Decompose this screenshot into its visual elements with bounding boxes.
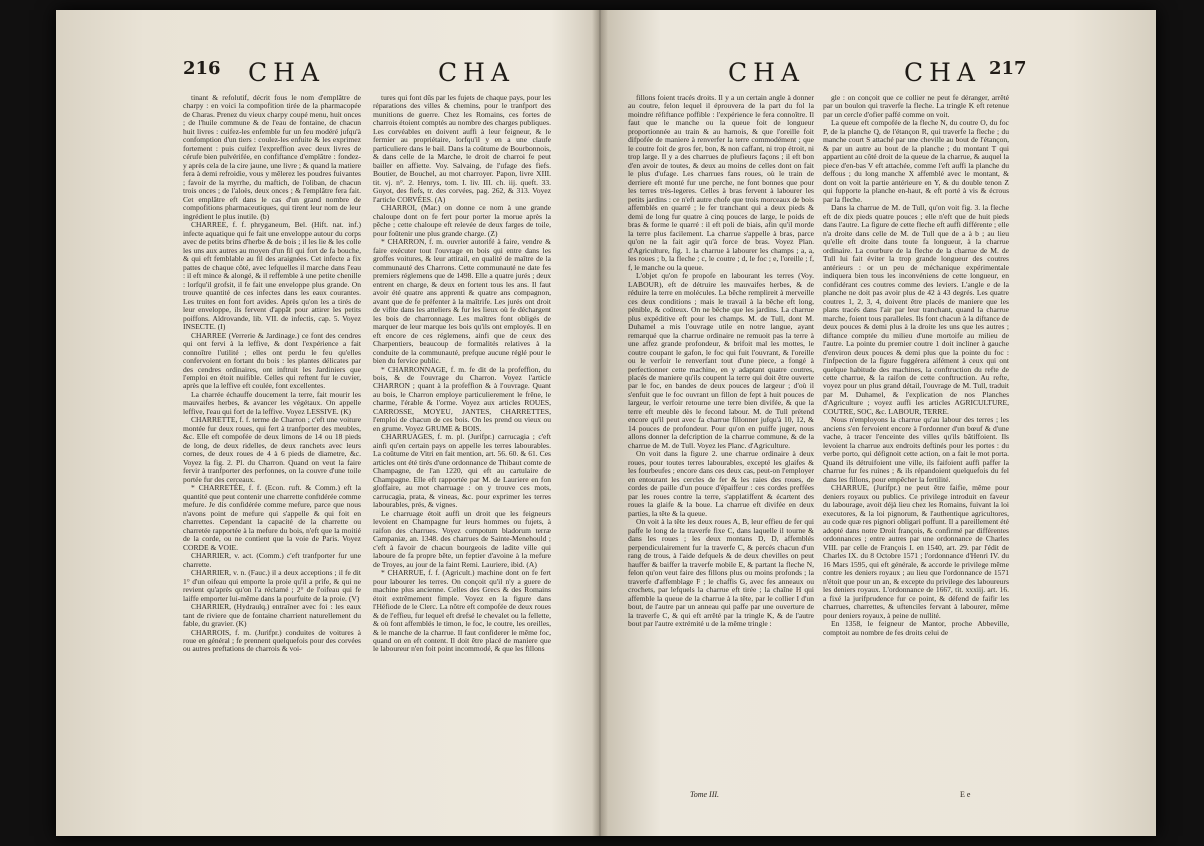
column-paragraph: CHARROI, (Mar.) on donne ce nom à une grande chaloupe dont on fe fert pour porter la morue après la pêche ; cette chaloupe eft relevée de deux farges de toile, pour foûtenir une plus grande charge. (Z) bbox=[373, 203, 551, 238]
column-paragraph: * CHARRUE, f. f. (Agricult.) machine dont on fe fert pour labourer les terres. On conçoit qu'il n'y a guere de machine plus ancienne. Celles des Grecs & des Romains étoit extrêmement fimple. Voyez en la figure dans l'Héfiode de le Clerc. La nôtre eft compofée de deux roues & de l'effieu, fur lequel eft drefsé le chevalet ou la fellette, & où font affemblés le timon, le foc, le coutre, les oreilles, & le manche de la charrue. Il faut confiderer le même foc, quand on en eft content. Il doit être placé de maniere que le laboureur n'en foit point incommodé, & que les fillons bbox=[373, 568, 551, 654]
column-paragraph: La charrée échauffe doucement la terre, fait mourir les mauvaifes herbes, & avancer les végétaux. On appelle leffive, l'eau qui fort de la leffive. Voyez LESSIVE. (K) bbox=[183, 389, 361, 416]
column-paragraph: CHARROIS, f. m. (Jurifpr.) conduites de voitures à roue en général ; fe prennent quelquefois pour des corvées ou autres preftations de charrois & voi- bbox=[183, 627, 361, 654]
column-text: fillons foient tracés droits. Il y a un certain angle à donner au coutre, felon lequel il éprouvera de la part du fol la moindre réfiftance poffible : l'expérience le fera connoître. Il faut que le manche ou la queue foit de longueur proportionnée au train & au harnois, & que l'oreille foit difpofée de maniere à renverfer la terre commodément ; que le coutre foit de gros fer, bon, & non caffant, ni trop étroit, ni trop large. Il y a des charrues de plufieurs façons ; il eft bon d'en avoir de toutes, & deux au moins de celles dont on fait le plus d'ufage. Les charrues fans roues, où le train de derriere eft monté fur une perche, ne font bonnes que pour les terres très-legeres. Celles à bras fervent à labourer les petits jardins : ce n'eft autre chofe que trois morceaux de bois affemblés en quarré ; le fer tranchant qui a deux pieds & demi de long fur quatre à cinq pouces de large, le poids de bras & forme le quarré : il eft poli de biais, afin qu'il morde la terre plus facilement. La charrue s'appelle à bras, parce qu'on ne la fait agir qu'à force de bras. Voyez Plan. d'Agriculture, fig. 1. la charrue à labourer les champs ; a, a, les roues ; b, la fleche ; c, le coutre ; d, le foc ; e, l'oreille ; f, f, le manche ou la queue. bbox=[628, 94, 814, 272]
column-paragraph: On voit à la tête les deux roues A, B, leur effieu de fer qui paffe le long de la traverfe fixe C, dans laquelle il tourne & dans les roues ; les deux montans D, D, affemblés perpendiculairement fur la traverfe C, & percés chacun d'un rang de trous, à l'aide defquels & de deux chevilles on peut hauffer & baiffer la traverfe mobile E, & partant la fleche N, felon qu'on veut faire des fillons plus ou moins profonds ; la traverfe d'affemblage F ; le chaffis G, avec fes anneaux ou crochets, par lefquels la charrue eft tirée ; la chaîne H qui affemble la queue de la charrue à la tête, par le collier I d'un bout, de l'autre par un anneau qui paffe par une ouverture de la traverfe C, & qui eft arrêté par la tringle K, & de l'autre bout par l'autre extrémité u de la même tringle : bbox=[628, 517, 814, 629]
column-paragraph: CHARREE (Verrerie & Jardinage.) ce font des cendres qui ont fervi à la leffive, & dont l'expérience a fait connoître l'utilité ; elles ont perdu le feu qu'elles confervoient en fortant du bois : les plantes délicates par des cendres ordinaires, ont inftruit les Jardiniers que l'emploi en étoit nuifible. Celles qui reftent fur le cuvier, après que la leffive eft coulée, font excellentes. bbox=[183, 330, 361, 391]
column-paragraph: Le charruage étoit auffi un droit que les feigneurs levoient en Champagne fur leurs hommes ou fujets, à raifon des charrues. Voyez compotum bladorum terræ Campaniæ, an. 1348. des charrues de Sainte-Menehould ; c'eft à favoir de chacun bourgeois de ladite ville qui laboure de fa propre bête, un feptier d'avoine à la mefure de Troyes, au jour de la faint Remi. Lauriere, ibid. (A) bbox=[373, 508, 551, 569]
headword-left-col2: CHA bbox=[438, 58, 515, 87]
column-paragraph: CHARRIER, v. n. (Fauc.) il a deux acceptions ; il fe dit 1° d'un oifeau qui emporte la proie qu'il a prife, & qui ne revient qu'après qu'on l'a réclamé ; 2° de l'oifeau qui fe laiffe emporter lui-même dans la pourfuite de la proie. (V) bbox=[183, 568, 361, 603]
column-text: gle : on conçoit que ce collier ne peut fe déranger, arrêté par un boulon qui traverfe la fleche. La tringle K eft retenue par un cercle d'ofier paffé comme on voit. bbox=[823, 94, 1009, 119]
column-paragraph: CHARRUE, (Jurifpr.) ne peut être faifie, même pour deniers royaux ou publics. Ce privilege introduit en faveur du labourage, avoit déjà lieu chez les Romains, fuivant la loi executores, & la loi pignorum, & l'authentique agricultores, au code quæ res pignori obligari poffunt. Il a pareillement été adopté dans notre Droit françois, & confirmé par différentes ordonnances ; entre autres par une ordonnance de Charles VIII. par celle de François I. en 1540, art. 29. par l'édit de Charles IX. du 8 Octobre 1571 ; l'ordonnance d'Henri IV. du 16 Mars 1595, qui eft générale, & accorde le privilege même contre les deniers royaux ; au lieu que l'ordonnance de 1571 n'étoit que pour un an, & excepte du privilege des laboureurs les deniers royaux. L'ordonnance de 1667, tit. xxxiij. art. 16. a fixé la jurifprudence fur ce point, & défend de faifir les charrues, charrettes, & uftenciles fervant à labourer, même pour deniers royaux, à peine de nullité. bbox=[823, 483, 1009, 620]
column-paragraph: * CHARRON, f. m. ouvrier autorifé à faire, vendre & faire exécuter tout l'ouvrage en bois qui entre dans les groffes voitures, & leur attirail, en qualité de maître de la communauté des Charrons. Cette communauté ne date fes premiers réglemens que de 1498. Elle a quatre jurés ; deux entrent en charge, & deux en fortent tous les ans. Il faut avoir été quatre ans apprenti & quatre ans compagnon, avant que de fe préfenter à la maîtrife. Les jurés ont droit de vifite dans les atteliers & fur les lieux où fe déchargent les bois de charronnage. Les maîtres font obligés de marquer de leur marque les bois qu'ils ont employés. Il en eft encore de ces réglemens, ainfi que de ceux des Charpentiers, beaucoup de formalités relatives à la conduite de la communauté, prefque aucune réglé pour le bien du fervice public. bbox=[373, 237, 551, 366]
signature-mark: E e bbox=[960, 790, 971, 799]
column-paragraph: * CHARRONNAGE, f. m. fe dit de la profeffion, du bois, & de l'ouvrage du Charron. Voyez l'article CHARRON ; quant à la profeffion & à l'ouvrage. Quant au bois, le Charron employe particulierement le frêne, le charme, l'érable & l'orme. Voyez aux articles ROUES, CARROSSE, MOYEU, JANTES, CHARRETTES, l'emploi de chacun de ces bois. On les prend ou vieux ou en grume. Voyez GRUME & BOIS. bbox=[373, 364, 551, 433]
column-paragraph: En 1358, le feigneur de Mantor, proche Abbeville, comptoit au nombre de fes droits celui de bbox=[823, 619, 1009, 637]
right-page-column-2 bbox=[823, 94, 1009, 762]
column-text: tures qui font dûs par les fujets de chaque pays, pour les réparations des villes & chemins, pour le tranfport des munitions de guerre. Chez les Romains, ces fortes de charrois étoient comptés au nombre des charges publiques. Les corvéables en doivent auffi à leur feigneur, & le fermier au propriétaire, lorfqu'il y en a une claufe particuliere dans le bail. Dans la coûtume de Bourbonnois, & dans celle de la Marche, le droit de charroi fe peut bailler en affiette. Voy. Salvaing, de l'ufage des fiefs. Boutier, de Bouchel, au mot charroyer. Papon, livre XIII. tit. vj. n°. 2. Henrys, tom. I. liv. III. ch. iij. queft. 33. Guyot, des fiefs, tr. des corvées, pag. 262, & 313. Voyez l'article CORVÉES. (A) bbox=[373, 94, 551, 204]
headword-right-col1: CHA bbox=[728, 58, 805, 87]
page-number-left: 216 bbox=[183, 58, 221, 79]
page-number-right: 217 bbox=[989, 58, 1027, 79]
right-page-column-1 bbox=[628, 94, 814, 784]
column-paragraph: CHARREE, f. f. phryganeum, Bel. (Hift. nat. inf.) infecte aquatique qui fe fait une enveloppe autour du corps avec de petits brins d'herbe & de bois ; il les lie & les colle les uns aux autres au moyen d'un fil qui fort de fa bouche, & qui eft femblable au fil des araignées. Cet infecte a fix pattes de chaque côté, avec lefquelles il marche dans l'eau : il eft mince & alongé, & il reffemble à une petite chenille : lorfqu'il grofsit, il fe fait une enveloppe plus grande. On trouve quantité de ces infectes dans les eaux courantes. Les truites en font fort avides. Après qu'on les a tirés de leur enveloppe, ils fervent d'appât pour attirer les petits poiffons. Aldrovande, lib. VII. de infectis, cap. 5. Voyez INSECTE. (I) bbox=[183, 220, 361, 332]
headword-left-col1: CHA bbox=[248, 58, 325, 87]
column-paragraph: L'objet qu'on fe propofe en labourant les terres (Voy. LABOUR), eft de détruire les mauvaifes herbes, & de réduire la terre en molécules. La bêche remplireit à merveille ces deux conditions ; mais le travail à la bêche eft long, pénible, & coûteux. On ne bêche que les jardins. La charrue plus expéditive eft pour les champs. M. de Tull, dont M. Duhamel a mis l'ouvrage utile en notre langue, ayant remarqué que la charrue ordinaire ne remuoit pas la terre à une affez grande profondeur, & brifoit mal les mottes, le coutre coupant le gafon, le foc qui fuit l'ouvrant, & l'oreille ou le verfoir le renverfant tout d'une piece, a fongé à perfectionner cette machine, en y adaptant quatre coutres, placés de maniere qu'ils coupent la terre qui doit être ouverte par le foc, en bandes de deux pouces de largeur ; d'où il s'enfuit que le foc ouvrant un fillon de fept à huit pouces de largeur, le verfoir retourne une terre bien divifée, & que la terre eft meuble dès le fecond labour. M. de Tull prétend encore qu'il peut avec fa charrue fillonner jufqu'à 10, 12, & 14 pouces de profondeur. Pour qu'on en puiffe juger, nous allons donner la defcription de la charrue commune, & de la charrue de M. de Tull. Voyez les Planc. d'Agriculture. bbox=[628, 271, 814, 450]
column-paragraph: CHARRETTE, f. f. terme de Charron ; c'eft une voiture montée fur deux roues, qui fert à tranfporter des meubles, &c. Elle eft compofée de deux limons de 14 ou 18 pieds de long, de deux ridelles, de deux ranchets avec leurs cornes, de deux roues de 4 à 6 pieds de diametre, &c. Voyez la fig. 2. Pl. du Charron. Quand on veut la faire fervir à tranfporter des perfonnes, on la couvre d'une toile portée fur des cerceaux. bbox=[183, 415, 361, 484]
volume-footer: Tome III. bbox=[690, 790, 720, 799]
column-paragraph: CHARRIER, (Hydraulq.) entraîner avec foi : les eaux tant de riviere que de fontaine charrient naturellement du fable, du gravier. (K) bbox=[183, 602, 361, 629]
headword-right-col2: CHA bbox=[904, 58, 981, 87]
column-text: tinant & refolutif, décrit fous le nom d'emplâtre de charpy : en voici la compofition tirée de la pharmacopée de Charas. Prenez du vieux charpy coupé menu, huit onces ; de l'huile commune & de l'eau de fontaine, de chacun huit livres : cuifez-les enfemble fur un feu modéré jufqu'à confomption d'un tiers : coulez-les enfuite & les exprimez fortement : puis cuifez l'expreffion avec deux livres de cérufe bien pulvérifée, en confiftance d'emplâtre : fondez-y après cela de la cire jaune, une livre ; & quand la matiere fera à demi refroidie, vous y mêlerez les poudres fuivantes ; favoir de la myrrhe, du maftich, de l'oliban, de chacun trois onces ; de l'aloès, deux onces ; & l'emplâtre fera fait. Cet emplâtre eft dans le cas d'un grand nombre de compofitions pharmaceutiques, qui tirent leur nom de leur ingrédient le plus inutile. (b) bbox=[183, 94, 361, 221]
column-paragraph: CHARRUAGES, f. m. pl. (Jurifpr.) carrucagia ; c'eft ainfi qu'en certain pays on appelle les terres labourables. La coûtume de Vitri en fait mention, art. 56. 60. & 61. Ces articles ont été tirés d'une ordonnance de Thibaut comte de Champagne, de l'an 1220, qui eft au cartulaire de Champagne. Elle eft rapportée par M. de Lauriere en fon gloffaire, au mot charruage : on y trouve ces mots, carrucagia, prata, & vineas, &c. pour exprimer les terres labourables, prés, & vignes. bbox=[373, 432, 551, 510]
column-paragraph: La queue eft compofée de la fleche N, du coutre O, du foc P, de la planche Q, de l'étançon R, qui traverfe la fleche ; du manche court S attaché par une cheville au bout de l'étançon, & par un autre au bout de la planche ; du montant T qui appartient au côté droit de la queue de la charrue, & auquel la piece d'en-bas V eft attachée, comme l'eft auffi la planche du deffous ; du long manche X affemblé avec le montant, & dont on voit la partie antérieure en Y, & du double tenon Z qui fupporte la planche en-haut, & eft porté à vis & écrous par la fleche. bbox=[823, 118, 1009, 204]
column-paragraph: Dans la charrue de M. de Tull, qu'on voit fig. 3. la fleche eft de dix pieds quatre pouces ; elle n'eft que de huit pieds dans l'autre. La figure de cette fleche eft auffi différente ; elle n'a droite dans celle de M. de Tull que de a à b ; au lieu qu'elle eft droite dans toute fa longueur, à la charrue ordinaire. La courbure de la fleche de la charrue de M. de Tull lui fait éviter la trop grande longueur des coutres antérieurs : or un peu de méchanique expérimentale indiquera bien tous les inconvéniens de cette longueur, en confidérant ces coutres comme des leviers. L'angle e de la planche ne doit pas avoir plus de 42 à 43 degrés. Les quatre coutres 1, 2, 3, 4, doivent être placés de maniere que les plans tracés dans l'air par leur tranchant, quand la charrue marche, foient tous paralleles. Ils font chacun à la diftance de deux pouces & demi plus à la droite les uns que les autres ; diftance comptée du milieu d'une mortoife au milieu de l'autre. La pointe du premier coutre 1 doit incliner à gauche d'environ deux pouces & demi plus que la pointe du foc : l'infpection de la figure fuggérera aifément à ceux qui ont quelque habitude des machines, la conftruction du refte de cette charrue, & la raifon de cette conftruction. Au refte, voyez pour un plus grand détail, l'ouvrage de M. Tull, traduit par M. Duhamel, & l'explication de nos Planches d'Agriculture ; voyez auffi les articles AGRICULTURE, COUTRE, SOC, &c. LABOUR, TERRE. bbox=[823, 203, 1009, 416]
left-page-column-2 bbox=[373, 94, 551, 784]
column-paragraph: * CHARRETÉE, f. f. (Econ. ruft. & Comm.) eft la quantité que peut contenir une charrette conftdérée comme mefure. Je dis confidérée comme mefure, parce que nous n'avons point de mefure qui s'appelle & qui foit en charrettes. Cependant la capacité de la charrette ou charretée rapportée à la mefure du bois, n'eft que la moitié de la corde, ou ne contient que la voie de Paris. Voyez CORDE & VOIE. bbox=[183, 483, 361, 552]
column-paragraph: CHARRIER, v. act. (Comm.) c'eft tranfporter fur une charrette. bbox=[183, 551, 361, 569]
column-paragraph: On voit dans la figure 2. une charrue ordinaire à deux roues, pour toutes terres labourables, excepté les glaifes & les fourbeufes ; encore dans ces deux cas, peut-on l'employer en entourant les cercles de fer & les raies des roues, de cordes de paille d'un pouce d'épaiffeur : ces cordes preffées par les roues contre la terre, s'applatiffent & écartent des roues la glaife & la boue. La charrue eft divifée en deux parties, la tête & la queue. bbox=[628, 449, 814, 518]
column-paragraph: Nous n'employons la charrue qu'au labour des terres ; les anciens s'en fervoient encore à l'ordonner d'un bœuf & d'une vache, à tracer l'enceinte des villes qu'ils bâtiffoient. Ils levoient la charrue aux endroits deftinés pour les portes : du verbe porto, qui défignoit cette action, on a fait le mot porta. Quand ils détruifoient une ville, ils faifoient auffi paffer la charrue fur fes ruines ; & ils répandoient quelquefois du fel dans les fillons, pour empêcher la fertilité. bbox=[823, 415, 1009, 484]
left-page-column-1 bbox=[183, 94, 361, 784]
book-gutter bbox=[592, 10, 608, 836]
